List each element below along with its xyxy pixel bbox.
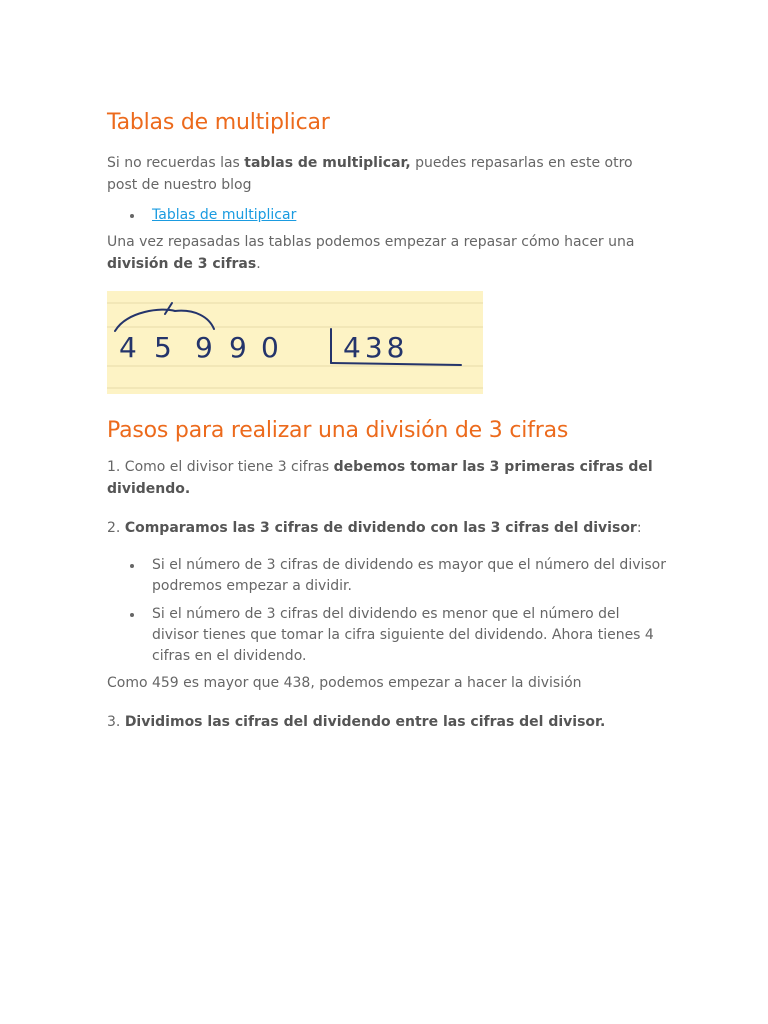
step-1-bold-text: debemos tomar las 3 primeras cifras del dividendo. xyxy=(107,459,653,497)
comparison-list xyxy=(107,555,667,667)
list-item: Si el número de 3 cifras de dividendo es mayor que el número del divisor podremos empezar a dividir. xyxy=(107,555,667,597)
dividend-digits xyxy=(119,331,279,364)
grouping-arc xyxy=(115,310,214,331)
dividend-digit: 4 xyxy=(119,331,137,364)
step-2-number: 2. xyxy=(107,520,125,536)
step-2-bold-text: Comparamos las 3 cifras de dividendo con las 3 cifras del divisor xyxy=(124,520,637,536)
intro-text: Si no recuerdas las xyxy=(107,155,245,171)
step-1 xyxy=(107,456,667,500)
dividend-digit: 9 xyxy=(195,331,213,364)
intro-paragraph xyxy=(107,152,667,196)
intro-text-end: puedes repasarlas en este otro post de nuestro blog xyxy=(107,155,633,193)
comparison-paragraph: Como 459 es mayor que 438, podemos empezar a hacer la división xyxy=(107,675,582,691)
division-image xyxy=(107,291,483,394)
list-item xyxy=(107,205,667,226)
intro-bold-text: tablas de multiplicar, xyxy=(244,155,411,171)
dividend-digit: 9 xyxy=(229,331,247,364)
list-item: Si el número de 3 cifras del dividendo es menor que el número del divisor tienes que tomar la cifra siguiente del dividendo. Ahora tienes 4 cifras en el dividendo. xyxy=(107,604,667,667)
section-title-multiplication-tables: Tablas de multiplicar xyxy=(107,110,330,135)
review-bold-text: división de 3 cifras xyxy=(107,256,257,272)
review-text: Una vez repasadas las tablas podemos empezar a repasar cómo hacer una xyxy=(107,234,635,250)
section-title-division-steps: Pasos para realizar una división de 3 cifras xyxy=(107,418,569,443)
article-content xyxy=(107,108,667,733)
link-list xyxy=(107,205,667,226)
step-2-colon: : xyxy=(636,520,642,536)
division-illustration xyxy=(107,291,483,394)
step-3 xyxy=(107,711,667,733)
step-3-number: 3. xyxy=(107,714,125,730)
dividend-digit: 5 xyxy=(154,331,172,364)
divisor-number: 438 xyxy=(343,331,409,364)
multiplication-tables-link[interactable]: Tablas de multiplicar xyxy=(152,207,297,223)
step-2 xyxy=(107,517,667,539)
review-text-end: . xyxy=(256,256,261,272)
dividend-digit: 0 xyxy=(261,331,279,364)
step-3-bold-text: Dividimos las cifras del dividendo entre las cifras del divisor. xyxy=(124,714,606,730)
step-1-text: 1. Como el divisor tiene 3 cifras xyxy=(107,459,334,475)
review-paragraph xyxy=(107,231,667,275)
